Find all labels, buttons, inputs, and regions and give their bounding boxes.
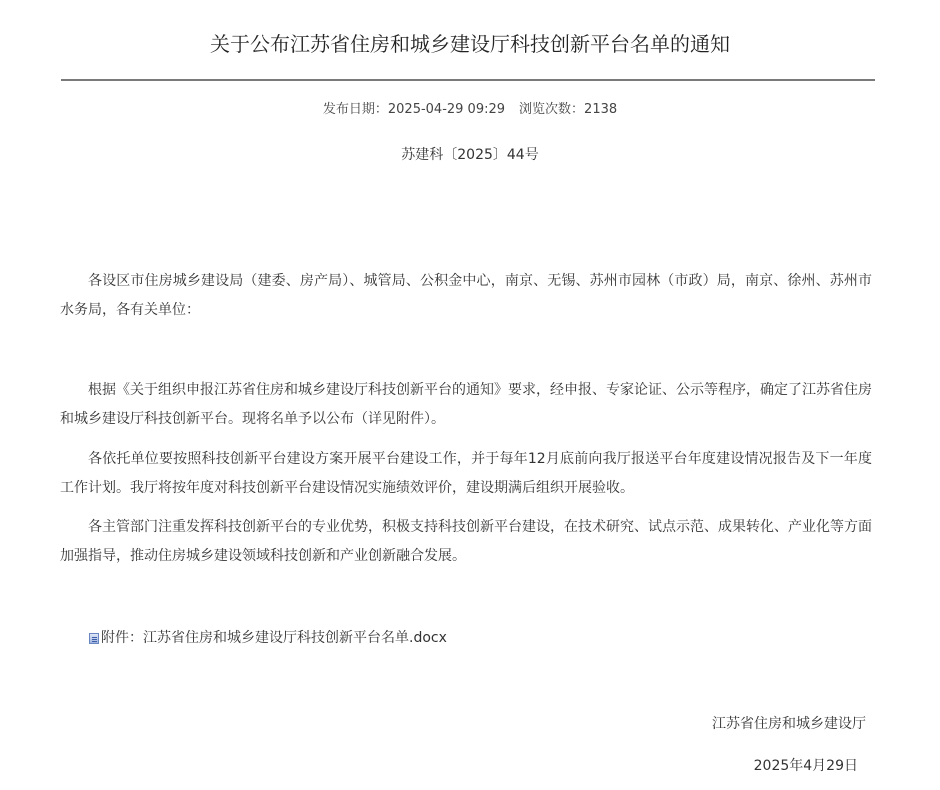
body-paragraph-2: 各依托单位要按照科技创新平台建设方案开展平台建设工作，并于每年12月底前向我厅报送平台年度建设情况报告及下一年度工作计划。我厅将按年度对科技创新平台建设情况实施绩效评价，建设期满后组织开展验收。 <box>60 451 872 496</box>
attachment-label: 附件： <box>101 630 143 646</box>
page-title: 关于公布江苏省住房和城乡建设厅科技创新平台名单的通知 <box>210 32 730 56</box>
signature-organization: 江苏省住房和城乡建设厅 <box>712 716 866 732</box>
publish-date: 2025-04-29 09:29 <box>387 102 506 117</box>
body-paragraph-1: 根据《关于组织申报江苏省住房和城乡建设厅科技创新平台的通知》要求，经申报、专家论证、公示等程序，确定了江苏省住房和城乡建设厅科技创新平台。现将名单予以公布（详见附件）。 <box>60 382 872 427</box>
view-count: 2138 <box>584 102 618 117</box>
addressee-paragraph: 各设区市住房城乡建设局（建委、房产局）、城管局、公积金中心，南京、无锡、苏州市园林（市政）局，南京、徐州、苏州市水务局，各有关单位： <box>60 273 872 318</box>
document-icon <box>89 633 99 644</box>
attachment-link[interactable]: 江苏省住房和城乡建设厅科技创新平台名单.docx <box>143 630 447 646</box>
article-meta <box>0 98 940 117</box>
body-paragraph-3: 各主管部门注重发挥科技创新平台的专业优势，积极支持科技创新平台建设，在技术研究、试点示范、成果转化、产业化等方面加强指导，推动住房城乡建设领域科技创新和产业创新融合发展。 <box>60 519 872 564</box>
body-block-2 <box>60 445 872 503</box>
body-block-1 <box>60 376 872 434</box>
signature-date: 2025年4月29日 <box>753 758 858 774</box>
view-count-label: 浏览次数： <box>519 102 585 117</box>
addressee-block <box>60 267 872 325</box>
publish-date-label: 发布日期： <box>322 102 388 117</box>
attachment-row <box>89 628 447 648</box>
document-number: 苏建科〔2025〕44号 <box>401 147 539 163</box>
title-divider <box>61 79 875 81</box>
body-block-3 <box>60 513 872 571</box>
